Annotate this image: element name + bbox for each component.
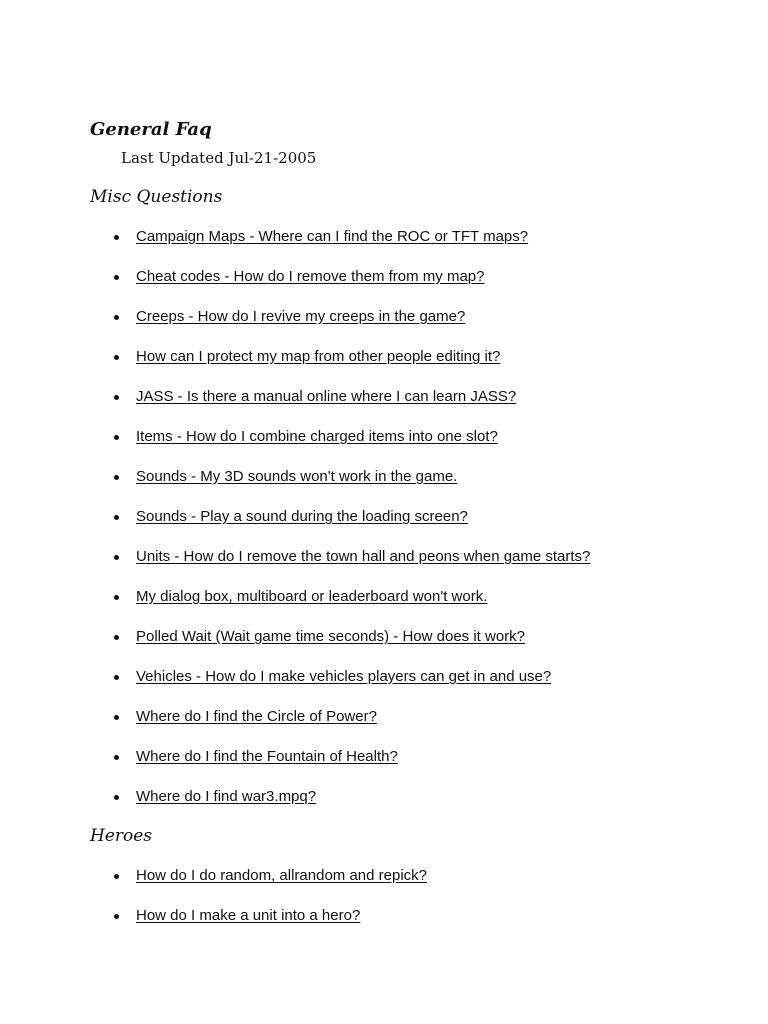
bullet-icon — [114, 475, 119, 480]
faq-link[interactable]: Where do I find the Fountain of Health? — [136, 748, 398, 765]
list-item — [0, 467, 590, 507]
list-item — [0, 747, 590, 787]
bullet-icon — [114, 755, 119, 760]
faq-link[interactable]: Units - How do I remove the town hall and peons when game starts? — [136, 548, 591, 565]
bullet-icon — [114, 275, 119, 280]
faq-link[interactable]: Polled Wait (Wait game time seconds) - How does it work? — [136, 628, 526, 645]
faq-link[interactable]: Where do I find war3.mpq? — [136, 788, 317, 805]
list-item — [0, 587, 590, 627]
last-updated-text: Last Updated Jul-21-2005 — [121, 149, 317, 167]
faq-link[interactable]: My dialog box, multiboard or leaderboard won't work. — [136, 588, 488, 605]
section-heading-heroes: Heroes — [90, 826, 153, 846]
heroes-list — [0, 866, 427, 946]
faq-link[interactable]: Vehicles - How do I make vehicles players can get in and use? — [136, 668, 552, 685]
list-item — [0, 507, 590, 547]
list-item — [0, 267, 590, 307]
bullet-icon — [114, 675, 119, 680]
bullet-icon — [114, 874, 119, 879]
faq-link[interactable]: Where do I find the Circle of Power? — [136, 708, 377, 725]
bullet-icon — [114, 715, 119, 720]
list-item — [0, 866, 427, 906]
list-item — [0, 387, 590, 427]
list-item — [0, 347, 590, 387]
list-item — [0, 627, 590, 667]
bullet-icon — [114, 515, 119, 520]
bullet-icon — [114, 435, 119, 440]
faq-link[interactable]: How can I protect my map from other people editing it? — [136, 348, 501, 365]
bullet-icon — [114, 914, 119, 919]
list-item — [0, 787, 590, 827]
section-heading-misc-questions: Misc Questions — [90, 187, 223, 207]
faq-link[interactable]: Creeps - How do I revive my creeps in the game? — [136, 308, 466, 325]
list-item — [0, 667, 590, 707]
bullet-icon — [114, 555, 119, 560]
list-item — [0, 227, 590, 267]
bullet-icon — [114, 795, 119, 800]
faq-link[interactable]: How do I make a unit into a hero? — [136, 907, 361, 924]
bullet-icon — [114, 395, 119, 400]
faq-link[interactable]: How do I do random, allrandom and repick? — [136, 867, 427, 884]
list-item — [0, 547, 590, 587]
faq-link[interactable]: Cheat codes - How do I remove them from my map? — [136, 268, 485, 285]
list-item — [0, 707, 590, 747]
faq-link[interactable]: Sounds - Play a sound during the loading screen? — [136, 508, 468, 525]
page-title: General Faq — [90, 119, 212, 140]
faq-link[interactable]: Sounds - My 3D sounds won't work in the game. — [136, 468, 458, 485]
bullet-icon — [114, 235, 119, 240]
misc-questions-list — [0, 227, 590, 827]
faq-link[interactable]: Items - How do I combine charged items into one slot? — [136, 428, 498, 445]
list-item — [0, 307, 590, 347]
bullet-icon — [114, 315, 119, 320]
faq-link[interactable]: Campaign Maps - Where can I find the ROC or TFT maps? — [136, 228, 529, 245]
bullet-icon — [114, 635, 119, 640]
faq-link[interactable]: JASS - Is there a manual online where I can learn JASS? — [136, 388, 517, 405]
list-item — [0, 906, 427, 946]
bullet-icon — [114, 595, 119, 600]
list-item — [0, 427, 590, 467]
bullet-icon — [114, 355, 119, 360]
